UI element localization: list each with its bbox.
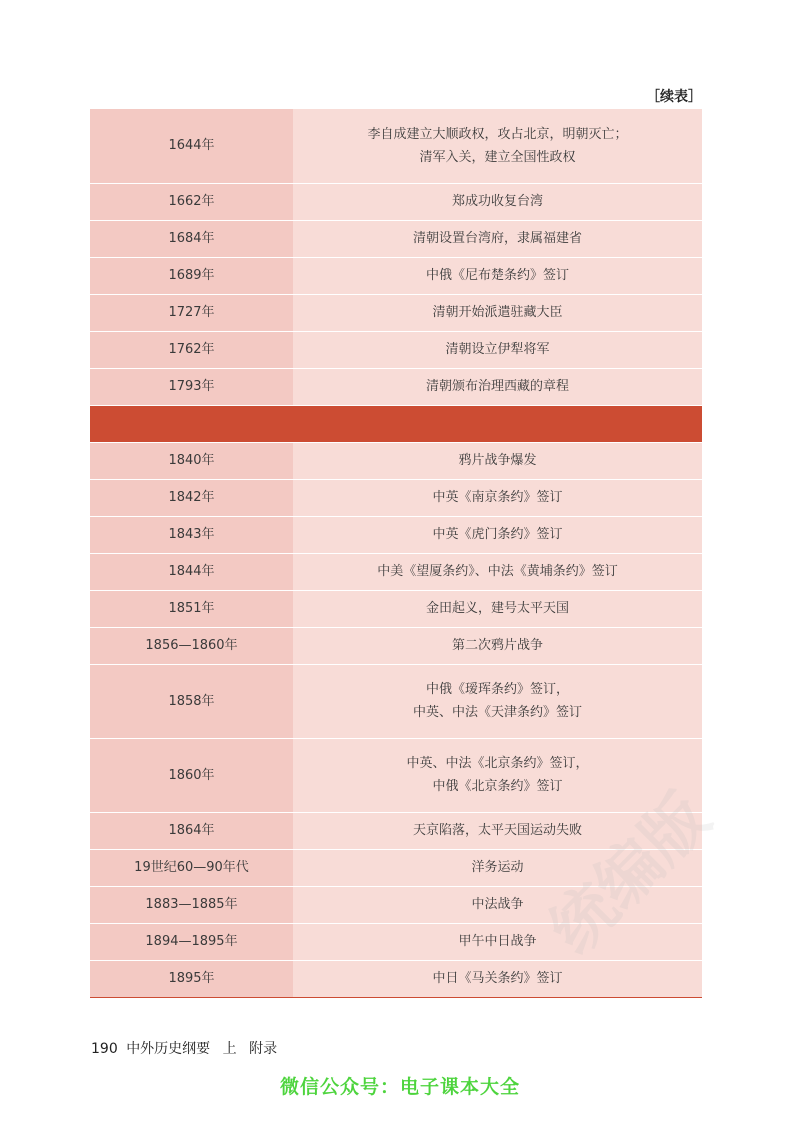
continued-table-label: ［续表］ bbox=[646, 89, 702, 105]
event-cell: 郑成功收复台湾 bbox=[293, 183, 702, 220]
table-row bbox=[90, 220, 702, 257]
year-cell: 1684年 bbox=[90, 220, 293, 257]
event-cell: 清朝设置台湾府，隶属福建省 bbox=[293, 220, 702, 257]
volume-label: 上 bbox=[222, 1041, 237, 1057]
table-row bbox=[90, 960, 702, 997]
year-cell: 1860年 bbox=[90, 738, 293, 812]
table-row bbox=[90, 368, 702, 405]
event-cell: 中法战争 bbox=[293, 886, 702, 923]
table-row bbox=[90, 923, 702, 960]
table-row bbox=[90, 590, 702, 627]
year-cell: 1894—1895年 bbox=[90, 923, 293, 960]
event-cell: 清朝设立伊犁将军 bbox=[293, 331, 702, 368]
event-cell: 中俄《瑷珲条约》签订， 中英、中法《天津条约》签订 bbox=[293, 664, 702, 738]
section-label: 附录 bbox=[249, 1041, 278, 1057]
page-footer bbox=[91, 1038, 277, 1058]
event-cell: 中俄《尼布楚条约》签订 bbox=[293, 257, 702, 294]
event-cell: 天京陷落，太平天国运动失败 bbox=[293, 812, 702, 849]
event-cell: 清朝颁布治理西藏的章程 bbox=[293, 368, 702, 405]
event-cell: 中日《马关条约》签订 bbox=[293, 960, 702, 997]
table-row bbox=[90, 442, 702, 479]
year-cell: 1858年 bbox=[90, 664, 293, 738]
table-row bbox=[90, 331, 702, 368]
table-row bbox=[90, 479, 702, 516]
table-row bbox=[90, 849, 702, 886]
event-cell: 洋务运动 bbox=[293, 849, 702, 886]
year-cell: 1762年 bbox=[90, 331, 293, 368]
event-cell: 金田起义，建号太平天国 bbox=[293, 590, 702, 627]
year-cell: 1662年 bbox=[90, 183, 293, 220]
year-cell: 1851年 bbox=[90, 590, 293, 627]
table-row bbox=[90, 664, 702, 738]
event-cell: 中英《南京条约》签订 bbox=[293, 479, 702, 516]
year-cell: 1842年 bbox=[90, 479, 293, 516]
table-row bbox=[90, 553, 702, 590]
year-cell: 1864年 bbox=[90, 812, 293, 849]
table-row bbox=[90, 109, 702, 183]
table-row bbox=[90, 738, 702, 812]
table-row bbox=[90, 183, 702, 220]
table-row bbox=[90, 257, 702, 294]
table-row bbox=[90, 516, 702, 553]
event-cell: 李自成建立大顺政权，攻占北京，明朝灭亡； 清军入关，建立全国性政权 bbox=[293, 109, 702, 183]
year-cell: 19世纪60—90年代 bbox=[90, 849, 293, 886]
event-cell: 第二次鸦片战争 bbox=[293, 627, 702, 664]
event-cell: 中英、中法《北京条约》签订， 中俄《北京条约》签订 bbox=[293, 738, 702, 812]
year-cell: 1843年 bbox=[90, 516, 293, 553]
table-row bbox=[90, 812, 702, 849]
table-row bbox=[90, 294, 702, 331]
year-cell: 1856—1860年 bbox=[90, 627, 293, 664]
year-cell: 1883—1885年 bbox=[90, 886, 293, 923]
chronology-table-body bbox=[90, 109, 702, 997]
event-cell: 甲午中日战争 bbox=[293, 923, 702, 960]
table-row bbox=[90, 886, 702, 923]
section-divider-row bbox=[90, 405, 702, 442]
wechat-account-line: 微信公众号：电子课本大全 bbox=[279, 1076, 520, 1098]
event-cell: 中美《望厦条约》、中法《黄埔条约》签订 bbox=[293, 553, 702, 590]
page-number: 190 bbox=[91, 1041, 118, 1057]
year-cell: 1689年 bbox=[90, 257, 293, 294]
year-cell: 1895年 bbox=[90, 960, 293, 997]
year-cell: 1840年 bbox=[90, 442, 293, 479]
chronology-table bbox=[90, 109, 702, 998]
event-cell: 中英《虎门条约》签订 bbox=[293, 516, 702, 553]
section-divider-cell bbox=[90, 405, 702, 442]
event-cell: 清朝开始派遣驻藏大臣 bbox=[293, 294, 702, 331]
year-cell: 1844年 bbox=[90, 553, 293, 590]
year-cell: 1727年 bbox=[90, 294, 293, 331]
year-cell: 1644年 bbox=[90, 109, 293, 183]
book-title: 中外历史纲要 bbox=[126, 1041, 211, 1057]
year-cell: 1793年 bbox=[90, 368, 293, 405]
table-row bbox=[90, 627, 702, 664]
event-cell: 鸦片战争爆发 bbox=[293, 442, 702, 479]
